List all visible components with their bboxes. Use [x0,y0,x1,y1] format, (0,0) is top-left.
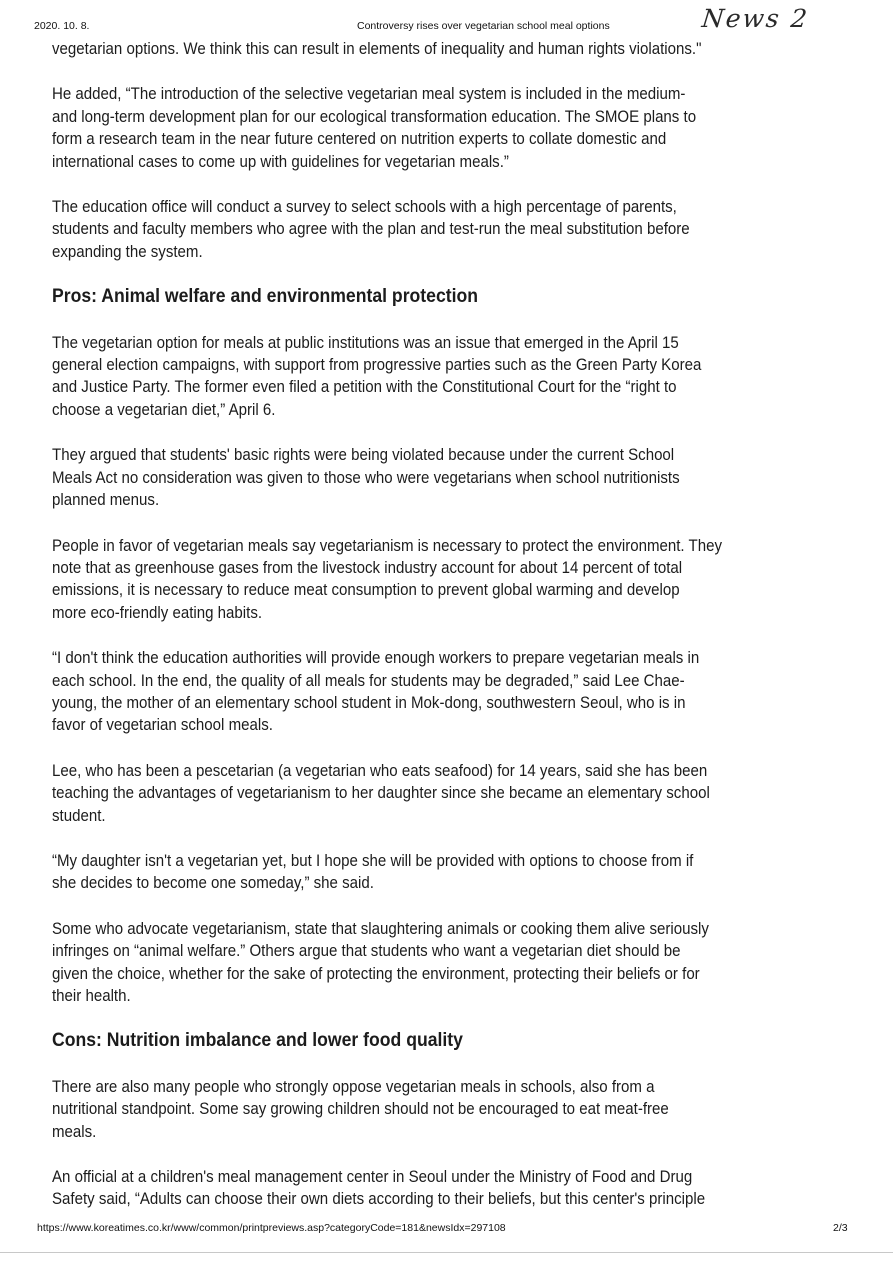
print-header [0,0,893,40]
source-url: https://www.koreatimes.co.kr/www/common/printpreviews.asp?categoryCode=181&newsIdx=297108 [37,1222,506,1234]
paragraph-smoe-plans [52,83,852,173]
text-line: nutritional standpoint. Some say growing children should not be encouraged to eat meat-free [52,1100,669,1119]
text-line: infringes on “animal welfare.” Others argue that students who want a vegetarian diet should be [52,942,681,961]
paragraph-animal-welfare [52,918,852,1008]
text-line: Some who advocate vegetarianism, state that slaughtering animals or cooking them alive seriously [52,919,709,938]
paragraph-election [52,332,852,422]
paragraph-pescetarian [52,760,852,827]
paragraph-environment [52,535,852,625]
paragraph-survey [52,196,852,263]
paragraph-official-quote [52,1166,852,1211]
paragraph-rights [52,444,852,511]
text-line: planned menus. [52,491,160,510]
text-line: emissions, it is necessary to reduce meat consumption to prevent global warming and develop [52,581,680,600]
text-line: international cases to come up with guidelines for vegetarian meals.” [52,152,509,171]
document-title: Controversy rises over vegetarian school meal options [357,20,610,32]
text-line: she decides to become one someday,” she said. [52,874,374,893]
paragraph-daughter-quote [52,850,852,895]
paragraph-opposition [52,1076,852,1143]
page-number: 2/3 [833,1222,848,1234]
text-line: They argued that students' basic rights were being violated because under the current School [52,446,675,465]
text-line: form a research team in the near future centered on nutrition experts to collate domestic and [52,130,667,149]
text-line: Safety said, “Adults can choose their own diets according to their beliefs, but this center's principle [52,1190,706,1209]
text-line: student. [52,806,106,825]
text-line: and long-term development plan for our ecological transformation education. The SMOE plans to [52,107,697,126]
text-line: general election campaigns, with support from progressive parties such as the Green Party Korea [52,356,702,375]
text-line: more eco-friendly eating habits. [52,603,263,622]
section-heading-cons: Cons: Nutrition imbalance and lower food quality [52,1030,463,1052]
text-line: choose a vegetarian diet,” April 6. [52,400,276,419]
text-line: note that as greenhouse gases from the livestock industry account for about 14 percent of total [52,558,683,577]
text-line: The vegetarian option for meals at public institutions was an issue that emerged in the April 15 [52,333,679,352]
text-line: their health. [52,987,131,1005]
text-line: teaching the advantages of vegetarianism to her daughter since she became an elementary school [52,784,710,803]
text-line: The education office will conduct a survey to select schools with a high percentage of parents, [52,198,677,217]
text-line: each school. In the end, the quality of all meals for students may be degraded,” said Lee Chae- [52,671,685,690]
text-line: young, the mother of an elementary school student in Mok-dong, southwestern Seoul, who is in [52,693,686,712]
text-line: favor of vegetarian school meals. [52,716,273,735]
text-line: vegetarian options. We think this can result in elements of inequality and human rights violations." [52,40,702,58]
text-line: expanding the system. [52,242,203,261]
text-line: given the choice, whether for the sake of protecting the environment, protecting their beliefs or for [52,964,700,983]
article-body [52,38,852,1234]
text-line: People in favor of vegetarian meals say vegetarianism is necessary to protect the environment. They [52,536,722,555]
handwritten-annotation: News 2 [700,4,811,33]
print-date: 2020. 10. 8. [34,20,90,32]
text-line: An official at a children's meal management center in Seoul under the Ministry of Food and Drug [52,1168,693,1187]
text-line: He added, “The introduction of the selective vegetarian meal system is included in the medium- [52,85,686,104]
paragraph-quote-continuation [52,38,852,60]
text-line: There are also many people who strongly oppose vegetarian meals in schools, also from a [52,1077,655,1096]
text-line: “My daughter isn't a vegetarian yet, but I hope she will be provided with options to choose from if [52,851,694,870]
page-edge-divider [0,1252,893,1253]
text-line: and Justice Party. The former even filed a petition with the Constitutional Court for the “right to [52,378,677,397]
text-line: “I don't think the education authorities will provide enough workers to prepare vegetarian meals in [52,649,700,668]
paragraph-lee-quote [52,647,852,737]
text-line: Meals Act no consideration was given to those who were vegetarians when school nutritionists [52,468,680,487]
text-line: meals. [52,1122,97,1141]
section-heading-pros: Pros: Animal welfare and environmental protection [52,286,479,308]
text-line: Lee, who has been a pescetarian (a vegetarian who eats seafood) for 14 years, said she has been [52,761,708,780]
text-line: students and faculty members who agree with the plan and test-run the meal substitution before [52,220,690,239]
